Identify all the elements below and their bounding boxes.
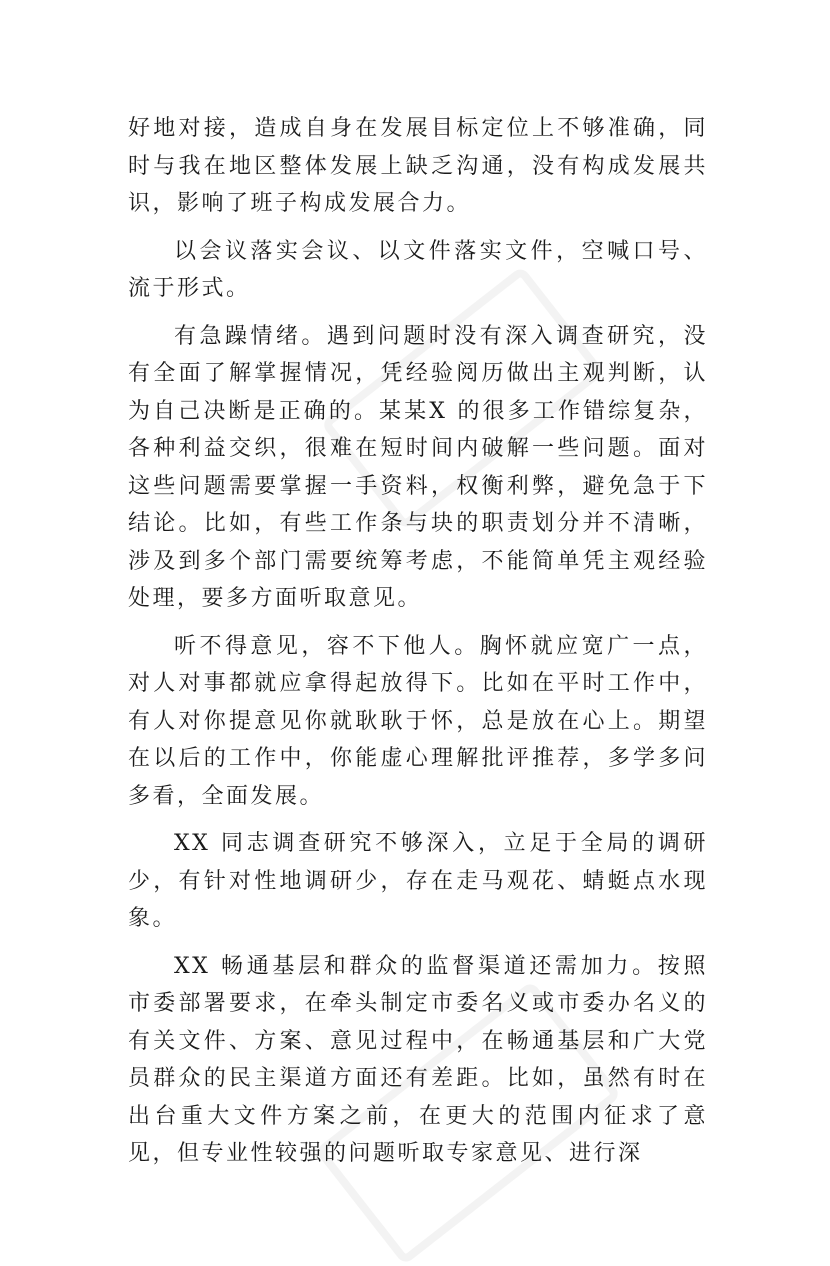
document-body (128, 110, 708, 1183)
paragraph: XX 同志调查研究不够深入，立足于全局的调研少，有针对性地调研少，存在走马观花、蜻蜓点水现象。 (128, 831, 708, 931)
paragraph: 有急躁情绪。遇到问题时没有深入调查研究，没有全面了解掌握情况，凭经验阅历做出主观判断，认为自己决断是正确的。某某X 的很多工作错综复杂，各种利益交织，很难在短时间内破解一些问题。面对这些问题需要掌握一手资料，权衡利弊，避免急于下结论。比如，有些工作条与块的职责划分并不清晰，涉及到多个部门需要统筹考虑，不能简单凭主观经验处理，要多方面听取意见。 (128, 323, 708, 611)
paragraph: 听不得意见，容不下他人。胸怀就应宽广一点，对人对事都就应拿得起放得下。比如在平时工作中，有人对你提意见你就耿耿于怀，总是放在心上。期望在以后的工作中，你能虚心理解批评推荐，多学多问多看，全面发展。 (128, 633, 708, 809)
paragraph: XX 畅通基层和群众的监督渠道还需加力。按照市委部署要求，在牵头制定市委名义或市委办名义的有关文件、方案、意见过程中，在畅通基层和广大党员群众的民主渠道方面还有差距。比如，虽然有时在出台重大文件方案之前，在更大的范围内征求了意见，但专业性较强的问题听取专家意见、进行深 (128, 953, 708, 1166)
paragraph: 以会议落实会议、以文件落实文件，空喊口号、流于形式。 (128, 238, 708, 301)
paragraph-continuation: 好地对接，造成自身在发展目标定位上不够准确，同时与我在地区整体发展上缺乏沟通，没有构成发展共识，影响了班子构成发展合力。 (128, 116, 708, 216)
